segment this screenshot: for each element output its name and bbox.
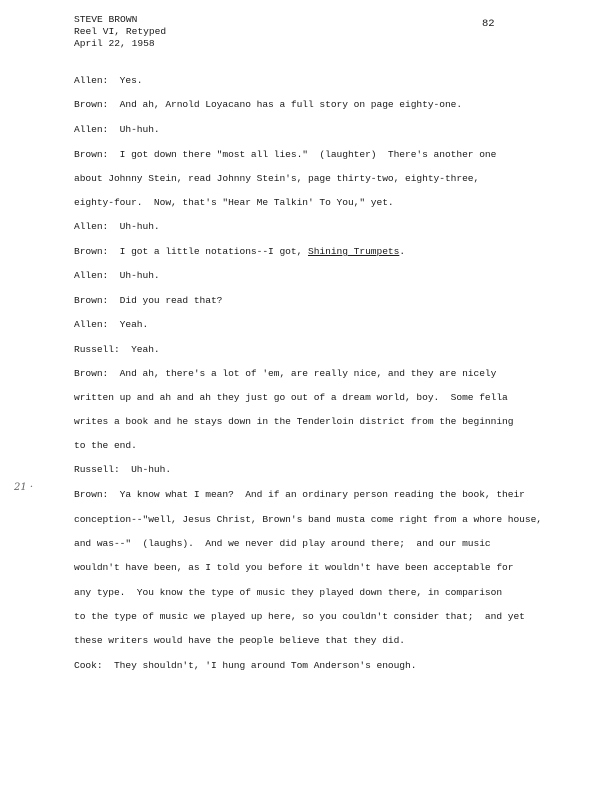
transcript-line: Allen: Yes. [74, 75, 143, 86]
document-header [74, 14, 166, 50]
transcript-line: Brown: And ah, Arnold Loyacano has a full story on page eighty-one. [74, 99, 463, 110]
transcript-line: Brown: Did you read that? [74, 295, 223, 306]
transcript-line: Allen: Yeah. [74, 319, 149, 330]
book-title: Shining Trumpets [308, 246, 400, 257]
transcript-line: Brown: I got down there "most all lies." (laughter) There's another one [74, 149, 497, 160]
header-reel: Reel VI, Retyped [74, 26, 167, 37]
handwritten-margin-note: 21 · [14, 482, 34, 493]
transcript-line: Russell: Yeah. [74, 344, 160, 355]
transcript-line: these writers would have the people believe that they did. [74, 635, 406, 646]
transcript-line: Brown: Ya know what I mean? And if an ordinary person reading the book, their [74, 489, 525, 500]
transcript-line: to the end. [74, 440, 137, 451]
transcript-line: conception--"well, Jesus Christ, Brown's band musta come right from a whore house, [74, 514, 542, 525]
transcript-line: Cook: They shouldn't, 'I hung around Tom Anderson's enough. [74, 660, 417, 671]
transcript-line: about Johnny Stein, read Johnny Stein's, page thirty-two, eighty-three, [74, 173, 480, 184]
transcript-line: Allen: Uh-huh. [74, 124, 160, 135]
transcript-line: any type. You know the type of music they played down there, in comparison [74, 587, 503, 598]
transcript-line: eighty-four. Now, that's "Hear Me Talkin' To You," yet. [74, 197, 394, 208]
transcript-line: Russell: Uh-huh. [74, 464, 172, 475]
transcript-line: Allen: Uh-huh. [74, 270, 160, 281]
header-name: STEVE BROWN [74, 14, 138, 25]
book-title-suffix: . [399, 246, 406, 257]
transcript-line: writes a book and he stays down in the Tenderloin district from the beginning [74, 416, 514, 427]
transcript-line-text: Brown: I got a little notations--I got, [74, 246, 308, 257]
page-number: 82 [482, 18, 495, 30]
transcript-line: Brown: And ah, there's a lot of 'em, are really nice, and they are nicely [74, 368, 497, 379]
transcript-line: wouldn't have been, as I told you before it wouldn't have been acceptable for [74, 562, 514, 573]
header-date: April 22, 1958 [74, 38, 155, 49]
transcript-line: and was--" (laughs). And we never did play around there; and our music [74, 538, 491, 549]
transcript-line-with-title [74, 246, 405, 257]
transcript-line: Allen: Uh-huh. [74, 221, 160, 232]
transcript-line: to the type of music we played up here, so you couldn't consider that; and yet [74, 611, 525, 622]
transcript-line: written up and ah and ah they just go out of a dream world, boy. Some fella [74, 392, 508, 403]
